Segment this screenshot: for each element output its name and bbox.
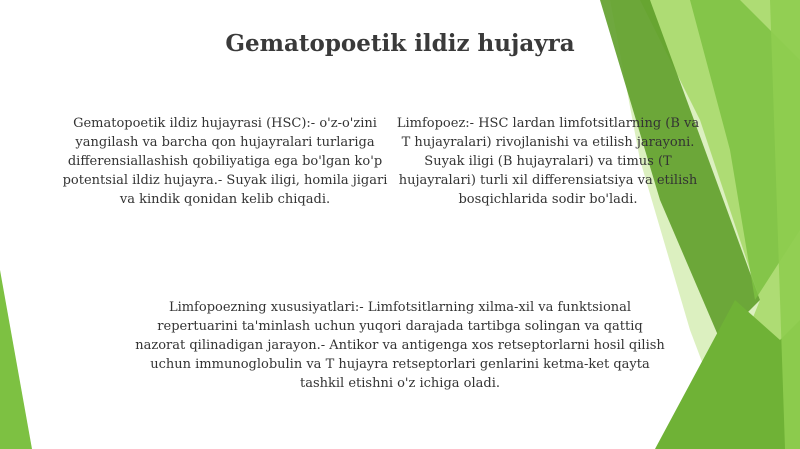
limfopoez-features-text: Limfopoezning xususiyatlari:- Limfotsitlarning xilma-xil va funktsional repertuarini ta'minlash uchun yuqori darajada tartibga solingan va qattiq nazorat qilinadigan jarayon.- Antikor va antigenga xos retseptorlarni hosil qilish uchun immunoglobulin va T hujayra retseptorlari genlarini ketma-ket qayta tashkil etishni o'z ichiga oladi. bbox=[135, 300, 665, 391]
hsc-definition-text: Gematopoetik ildiz hujayrasi (HSC):- o'z-o'zini yangilash va barcha qon hujayralari turlariga differensiallashish qobiliyatiga ega bo'lgan ko'p potentsial ildiz hujayra.- Suyak iligi, homila jigari va kindik qonidan kelib chiqadi. bbox=[62, 116, 388, 207]
slide-title: Gematopoetik ildiz hujayra bbox=[225, 30, 575, 57]
limfopoez-definition-text: Limfopoez:- HSC lardan limfotsitlarning (B va T hujayralari) rivojlanishi va etilish jarayoni. Suyak iligi (B hujayralari) va timus (T hujayralari) turli xil differensiatsiya va etilish bosqichlarida sodir bo'ladi. bbox=[396, 116, 700, 207]
deco-left-corner bbox=[0, 270, 32, 449]
